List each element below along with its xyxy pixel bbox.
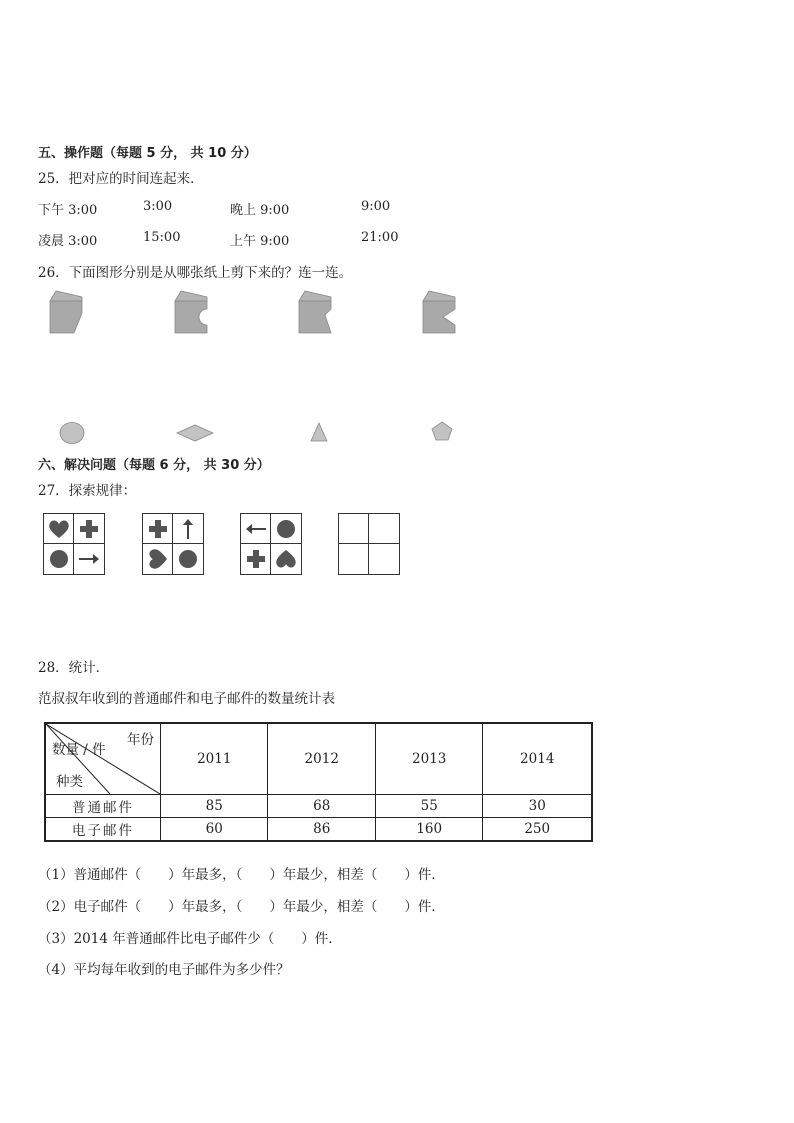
arrow-right-icon xyxy=(78,552,100,566)
pattern-grid-1 xyxy=(43,513,105,575)
time-row2-b: 15:00 xyxy=(143,230,181,245)
cell-value: 68 xyxy=(268,795,375,818)
year-2014: 2014 xyxy=(483,723,592,795)
sub-question-3: （3）2014 年普通邮件比电子邮件少（ ）件． xyxy=(38,931,342,947)
table-header-corner xyxy=(45,723,161,795)
pattern-grid-answer[interactable] xyxy=(338,513,400,575)
year-2013: 2013 xyxy=(375,723,482,795)
time-row1-b: 3:00 xyxy=(143,199,173,214)
folded-paper-4-icon xyxy=(421,289,461,335)
pattern-grid-3 xyxy=(240,513,302,575)
cell-value: 60 xyxy=(161,818,268,842)
row-label-regular-mail: 普通邮件 xyxy=(45,795,161,818)
cell-value: 86 xyxy=(268,818,375,842)
section-six-title: 六、解决问题（每题 6 分， 共 30 分） xyxy=(38,458,270,473)
pentagon-shape-icon xyxy=(430,420,454,442)
cell-value: 30 xyxy=(483,795,592,818)
question-27: 27．探索规律： xyxy=(38,483,137,499)
statistics-table xyxy=(44,722,593,842)
cell-value: 85 xyxy=(161,795,268,818)
time-row2-c: 上午 9:00 xyxy=(230,234,290,249)
table-title: 范叔叔年收到的普通邮件和电子邮件的数量统计表 xyxy=(38,691,335,707)
triangle-shape-icon xyxy=(309,421,329,443)
folded-paper-1-icon xyxy=(48,289,88,335)
cell-value: 250 xyxy=(483,818,592,842)
year-2011: 2011 xyxy=(161,723,268,795)
circle-icon xyxy=(276,519,296,539)
heart-icon xyxy=(48,519,70,539)
sub-question-2: （2）电子邮件（ ）年最多，（ ）年最少，相差（ ）件． xyxy=(38,899,445,915)
plus-icon xyxy=(79,519,99,539)
header-qty-label: 数量 / 件 xyxy=(52,742,106,758)
header-year-label: 年份 xyxy=(127,732,154,748)
circle-shape-icon xyxy=(58,421,86,445)
circle-icon xyxy=(178,549,198,569)
arrow-up-icon xyxy=(181,518,195,540)
year-2012: 2012 xyxy=(268,723,375,795)
time-row1-a: 下午 3:00 xyxy=(38,203,98,218)
plus-icon xyxy=(148,519,168,539)
table-row xyxy=(45,795,592,818)
time-row1-c: 晚上 9:00 xyxy=(230,203,290,218)
sub-question-1: （1）普通邮件（ ）年最多，（ ）年最少，相差（ ）件． xyxy=(38,867,445,883)
pattern-grid-2 xyxy=(142,513,204,575)
cell-value: 160 xyxy=(375,818,482,842)
table-row xyxy=(45,818,592,842)
question-26: 26．下面图形分别是从哪张纸上剪下来的？连一连。 xyxy=(38,265,353,281)
section-five-title: 五、操作题（每题 5 分， 共 10 分） xyxy=(38,146,257,161)
question-25: 25．把对应的时间连起来． xyxy=(38,171,204,187)
heart-icon xyxy=(275,549,297,569)
cell-value: 55 xyxy=(375,795,482,818)
folded-paper-2-icon xyxy=(173,289,213,335)
row-label-email: 电子邮件 xyxy=(45,818,161,842)
heart-icon xyxy=(148,548,168,570)
plus-icon xyxy=(246,549,266,569)
time-row1-d: 9:00 xyxy=(361,199,391,214)
arrow-left-icon xyxy=(245,522,267,536)
time-row2-d: 21:00 xyxy=(361,230,399,245)
rhombus-shape-icon xyxy=(175,423,215,443)
time-row2-a: 凌晨 3:00 xyxy=(38,234,98,249)
header-kind-label: 种类 xyxy=(56,774,83,790)
folded-paper-3-icon xyxy=(297,289,337,335)
circle-icon xyxy=(49,549,69,569)
question-28: 28．统计． xyxy=(38,660,110,676)
sub-question-4: （4）平均每年收到的电子邮件为多少件？ xyxy=(38,962,290,978)
